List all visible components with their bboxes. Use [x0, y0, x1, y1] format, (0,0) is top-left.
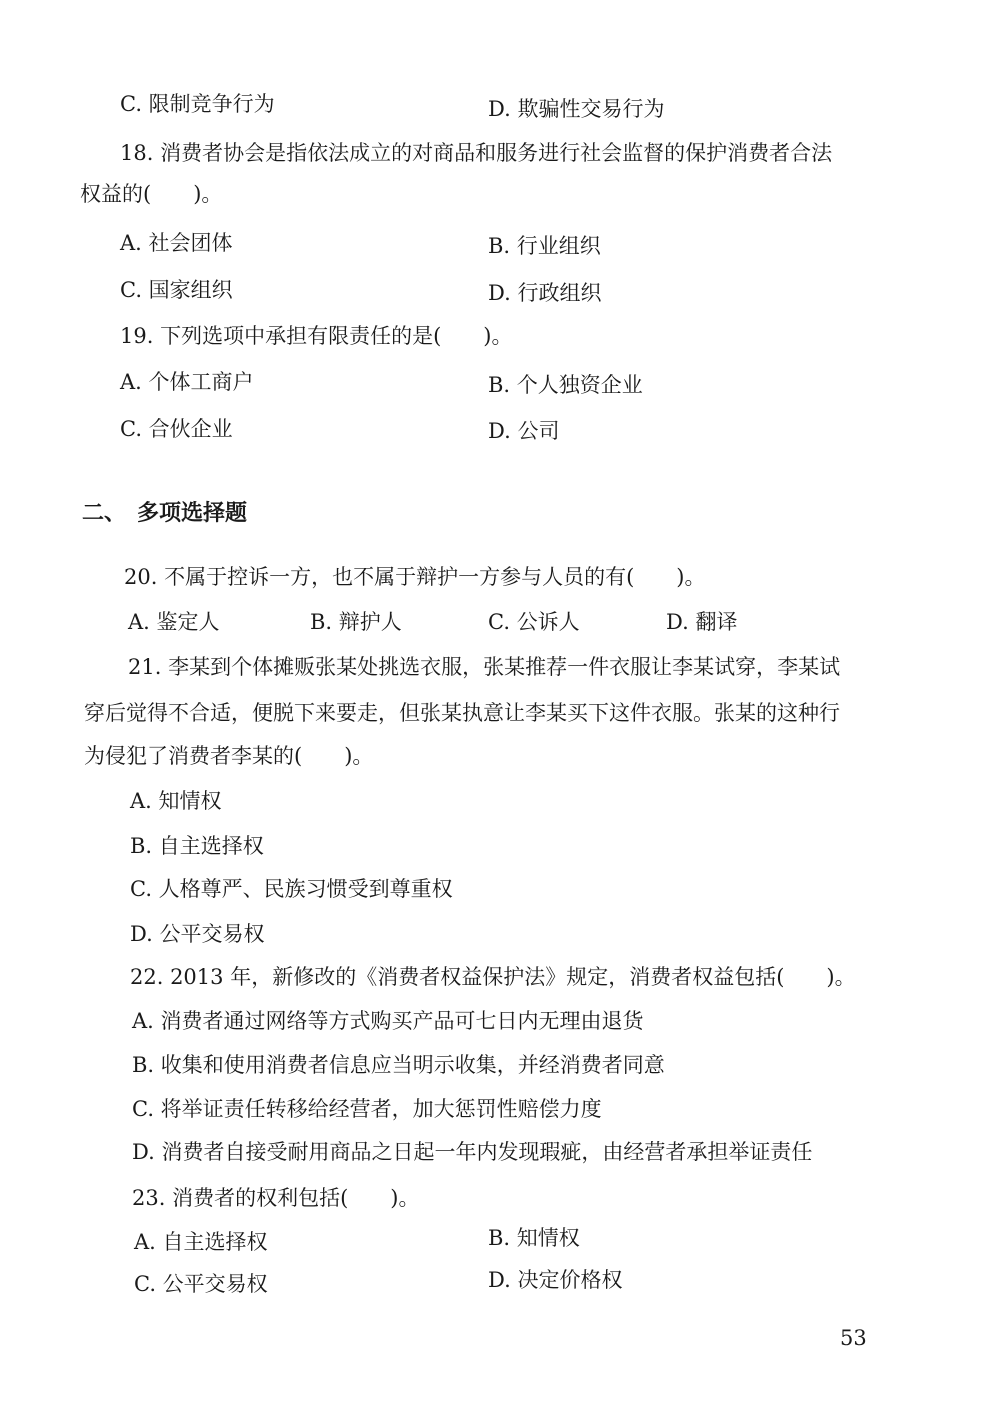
- q18-stem-line2: 权益的( )。: [80, 182, 223, 206]
- q22-stem: 22. 2013 年，新修改的《消费者权益保护法》规定，消费者权益包括( )。: [130, 965, 856, 989]
- q23-option-d: D. 决定价格权: [488, 1268, 623, 1292]
- q20-stem: 20. 不属于控诉一方，也不属于辩护一方参与人员的有( )。: [124, 565, 706, 589]
- q21-option-a: A. 知情权: [130, 789, 222, 813]
- q18-option-a: A. 社会团体: [120, 231, 233, 255]
- q19-option-b: B. 个人独资企业: [488, 373, 643, 397]
- q21-option-c: C. 人格尊严、民族习惯受到尊重权: [130, 877, 453, 901]
- q20-option-a: A. 鉴定人: [128, 610, 220, 634]
- q17-option-c: C. 限制竞争行为: [120, 92, 275, 116]
- q19-option-a: A. 个体工商户: [120, 370, 254, 394]
- q18-stem-line1: 18. 消费者协会是指依法成立的对商品和服务进行社会监督的保护消费者合法: [120, 141, 833, 165]
- q22-option-a: A. 消费者通过网络等方式购买产品可七日内无理由退货: [132, 1009, 644, 1033]
- q19-option-c: C. 合伙企业: [120, 417, 233, 441]
- q22-option-b: B. 收集和使用消费者信息应当明示收集，并经消费者同意: [132, 1053, 665, 1077]
- q18-option-c: C. 国家组织: [120, 278, 233, 302]
- section-heading: 二、 多项选择题: [82, 501, 248, 526]
- q23-option-a: A. 自主选择权: [134, 1230, 268, 1254]
- q18-option-b: B. 行业组织: [488, 234, 601, 258]
- q19-option-d: D. 公司: [488, 419, 560, 443]
- q21-stem-line3: 为侵犯了消费者李某的( )。: [84, 744, 374, 768]
- page-number: 53: [840, 1326, 867, 1350]
- q19-stem: 19. 下列选项中承担有限责任的是( )。: [120, 324, 513, 348]
- q22-option-d: D. 消费者自接受耐用商品之日起一年内发现瑕疵，由经营者承担举证责任: [132, 1140, 813, 1164]
- q23-option-b: B. 知情权: [488, 1226, 580, 1250]
- q21-stem-line2: 穿后觉得不合适，便脱下来要走，但张某执意让李某买下这件衣服。张某的这种行: [84, 701, 840, 725]
- q18-option-d: D. 行政组织: [488, 281, 602, 305]
- q23-stem: 23. 消费者的权利包括( )。: [132, 1186, 420, 1210]
- q21-option-d: D. 公平交易权: [130, 922, 265, 946]
- q20-option-c: C. 公诉人: [488, 610, 580, 634]
- q22-option-c: C. 将举证责任转移给经营者，加大惩罚性赔偿力度: [132, 1097, 602, 1121]
- q20-option-d: D. 翻译: [666, 610, 738, 634]
- q17-option-d: D. 欺骗性交易行为: [488, 97, 665, 121]
- q21-option-b: B. 自主选择权: [130, 834, 264, 858]
- q21-stem-line1: 21. 李某到个体摊贩张某处挑选衣服，张某推荐一件衣服让李某试穿，李某试: [128, 655, 841, 679]
- q23-option-c: C. 公平交易权: [134, 1272, 268, 1296]
- q20-option-b: B. 辩护人: [310, 610, 402, 634]
